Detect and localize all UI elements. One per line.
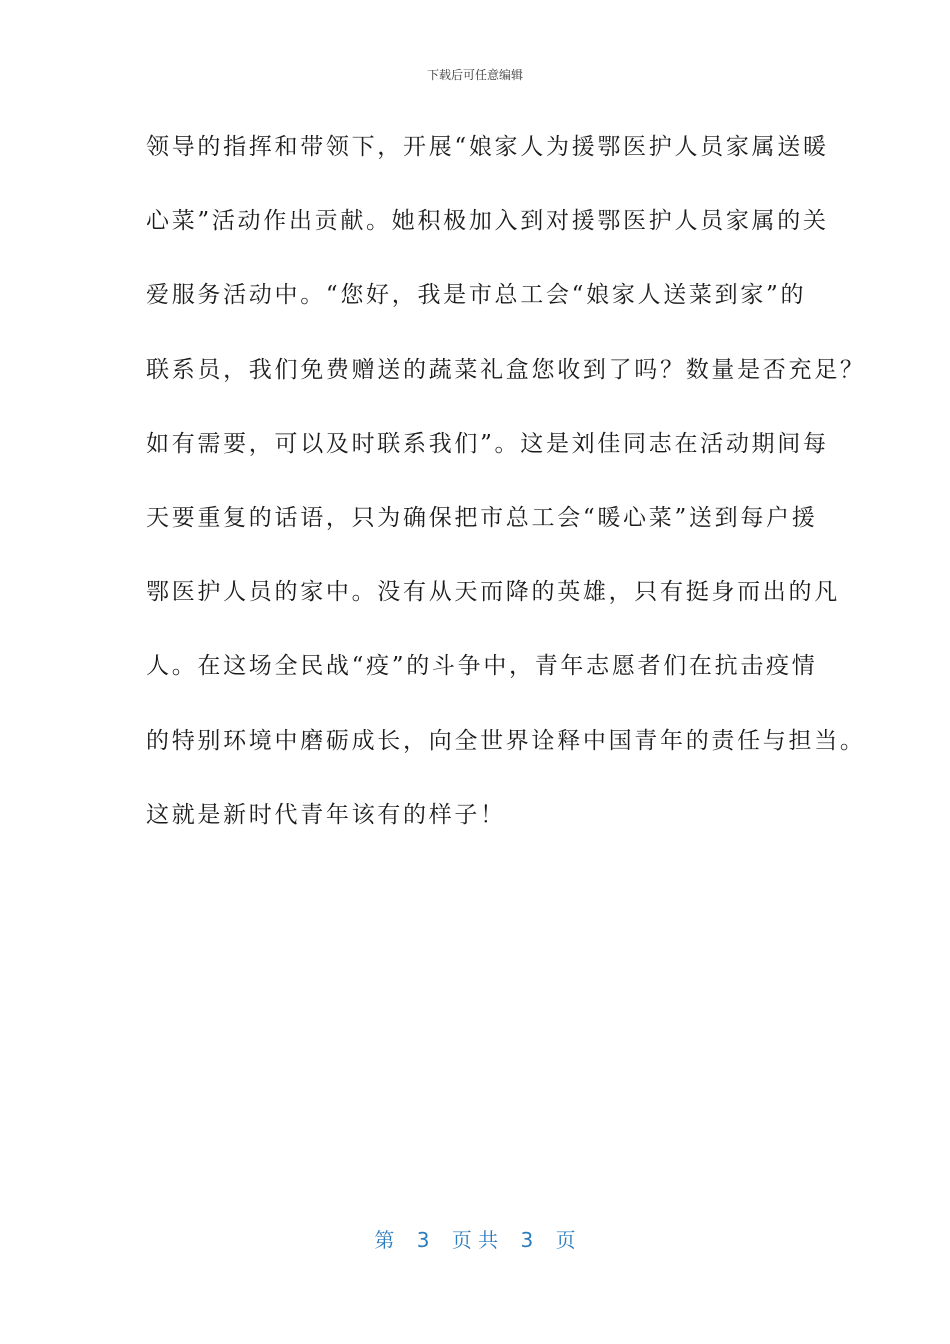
paragraph-line: 的特别环境中磨砺成长，向全世界诠释中国青年的责任与担当。: [146, 727, 866, 754]
footer-suffix: 页: [555, 1228, 576, 1252]
total-pages-number: 3: [520, 1228, 534, 1252]
paragraph-line: 鄂医护人员的家中。没有从天而降的英雄，只有挺身而出的凡: [146, 579, 840, 606]
header-note: 下载后可任意编辑: [426, 68, 523, 82]
paragraph-line: 天要重复的话语，只为确保把市总工会“暖心菜”送到每户援: [146, 504, 818, 531]
paragraph-line: 领导的指挥和带领下，开展“娘家人为援鄂医护人员家属送暖: [146, 134, 829, 160]
paragraph-line: 人。在这场全民战“疫”的斗争中，青年志愿者们在抗击疫情: [146, 653, 818, 680]
footer-middle: 页 共: [451, 1228, 499, 1252]
body-text: [146, 122, 866, 864]
paragraph-line: 如有需要，可以及时联系我们”。这是刘佳同志在活动期间每: [146, 430, 829, 457]
paragraph-line: 联系员，我们免费赠送的蔬菜礼盒您收到了吗？数量是否充足？: [146, 356, 866, 383]
paragraph-line: 这就是新时代青年该有的样子！: [146, 801, 506, 828]
page-number-footer: [0, 1224, 950, 1253]
paragraph-line: 爱服务活动中。“您好，我是市总工会“娘家人送菜到家”的: [146, 282, 807, 309]
footer-prefix: 第: [374, 1228, 395, 1252]
current-page-number: 3: [416, 1228, 430, 1252]
paragraph-line: 心菜”活动作出贡献。她积极加入到对援鄂医护人员家属的关: [146, 208, 829, 235]
